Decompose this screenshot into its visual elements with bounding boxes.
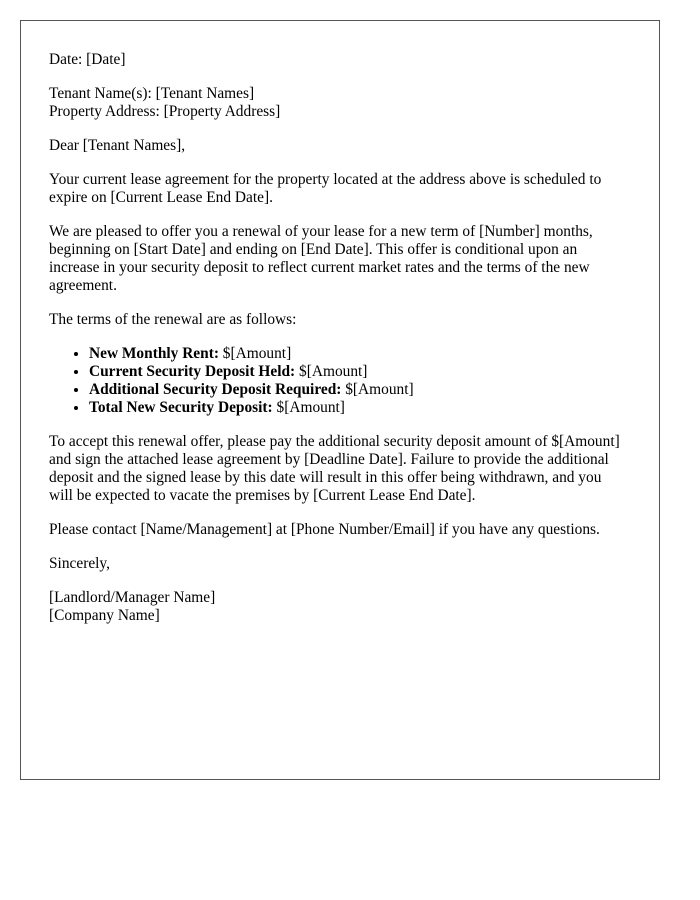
tenant-names-line: Tenant Name(s): [Tenant Names] xyxy=(49,85,255,102)
recipient-block xyxy=(49,85,629,121)
paragraph-lease-expire: Your current lease agreement for the property located at the address above is scheduled to expire on [Current Lease End Date]. xyxy=(49,171,602,206)
term-label: Current Security Deposit Held: xyxy=(89,363,296,380)
date-line: Date: [Date] xyxy=(49,51,126,68)
signer-company: [Company Name] xyxy=(49,607,160,624)
terms-list xyxy=(49,345,629,417)
term-label: New Monthly Rent: xyxy=(89,345,219,362)
term-value: $[Amount] xyxy=(272,399,345,416)
salutation: Dear [Tenant Names], xyxy=(49,137,186,154)
signature-block xyxy=(49,589,629,625)
term-label: Additional Security Deposit Required: xyxy=(89,381,342,398)
term-item-total-deposit xyxy=(89,399,629,417)
property-address-line: Property Address: [Property Address] xyxy=(49,103,281,120)
closing: Sincerely, xyxy=(49,555,110,572)
letter-page xyxy=(20,20,660,780)
term-item-additional-deposit xyxy=(89,381,629,399)
terms-intro: The terms of the renewal are as follows: xyxy=(49,311,297,328)
term-value: $[Amount] xyxy=(295,363,368,380)
paragraph-contact: Please contact [Name/Management] at [Phone Number/Email] if you have any questions. xyxy=(49,521,600,538)
signer-name: [Landlord/Manager Name] xyxy=(49,589,216,606)
term-value: $[Amount] xyxy=(218,345,292,362)
paragraph-renewal-offer: We are pleased to offer you a renewal of your lease for a new term of [Number] months, beginning on [Start Date] and ending on [End Date]. This offer is conditional upon an increase in your security deposit to reflect current market rates and the terms of the new agreement. xyxy=(49,223,593,294)
term-item-new-monthly-rent xyxy=(89,345,629,363)
term-label: Total New Security Deposit: xyxy=(89,399,273,416)
term-value: $[Amount] xyxy=(341,381,414,398)
letter-content xyxy=(49,51,629,641)
paragraph-acceptance: To accept this renewal offer, please pay the additional security deposit amount of $[Amount] and sign the attached lease agreement by [Deadline Date]. Failure to provide the additional deposit and the signed lease by this date will result in this offer being withdrawn, and you will be expected to vacate the premises by [Current Lease End Date]. xyxy=(49,433,620,504)
term-item-current-deposit xyxy=(89,363,629,381)
